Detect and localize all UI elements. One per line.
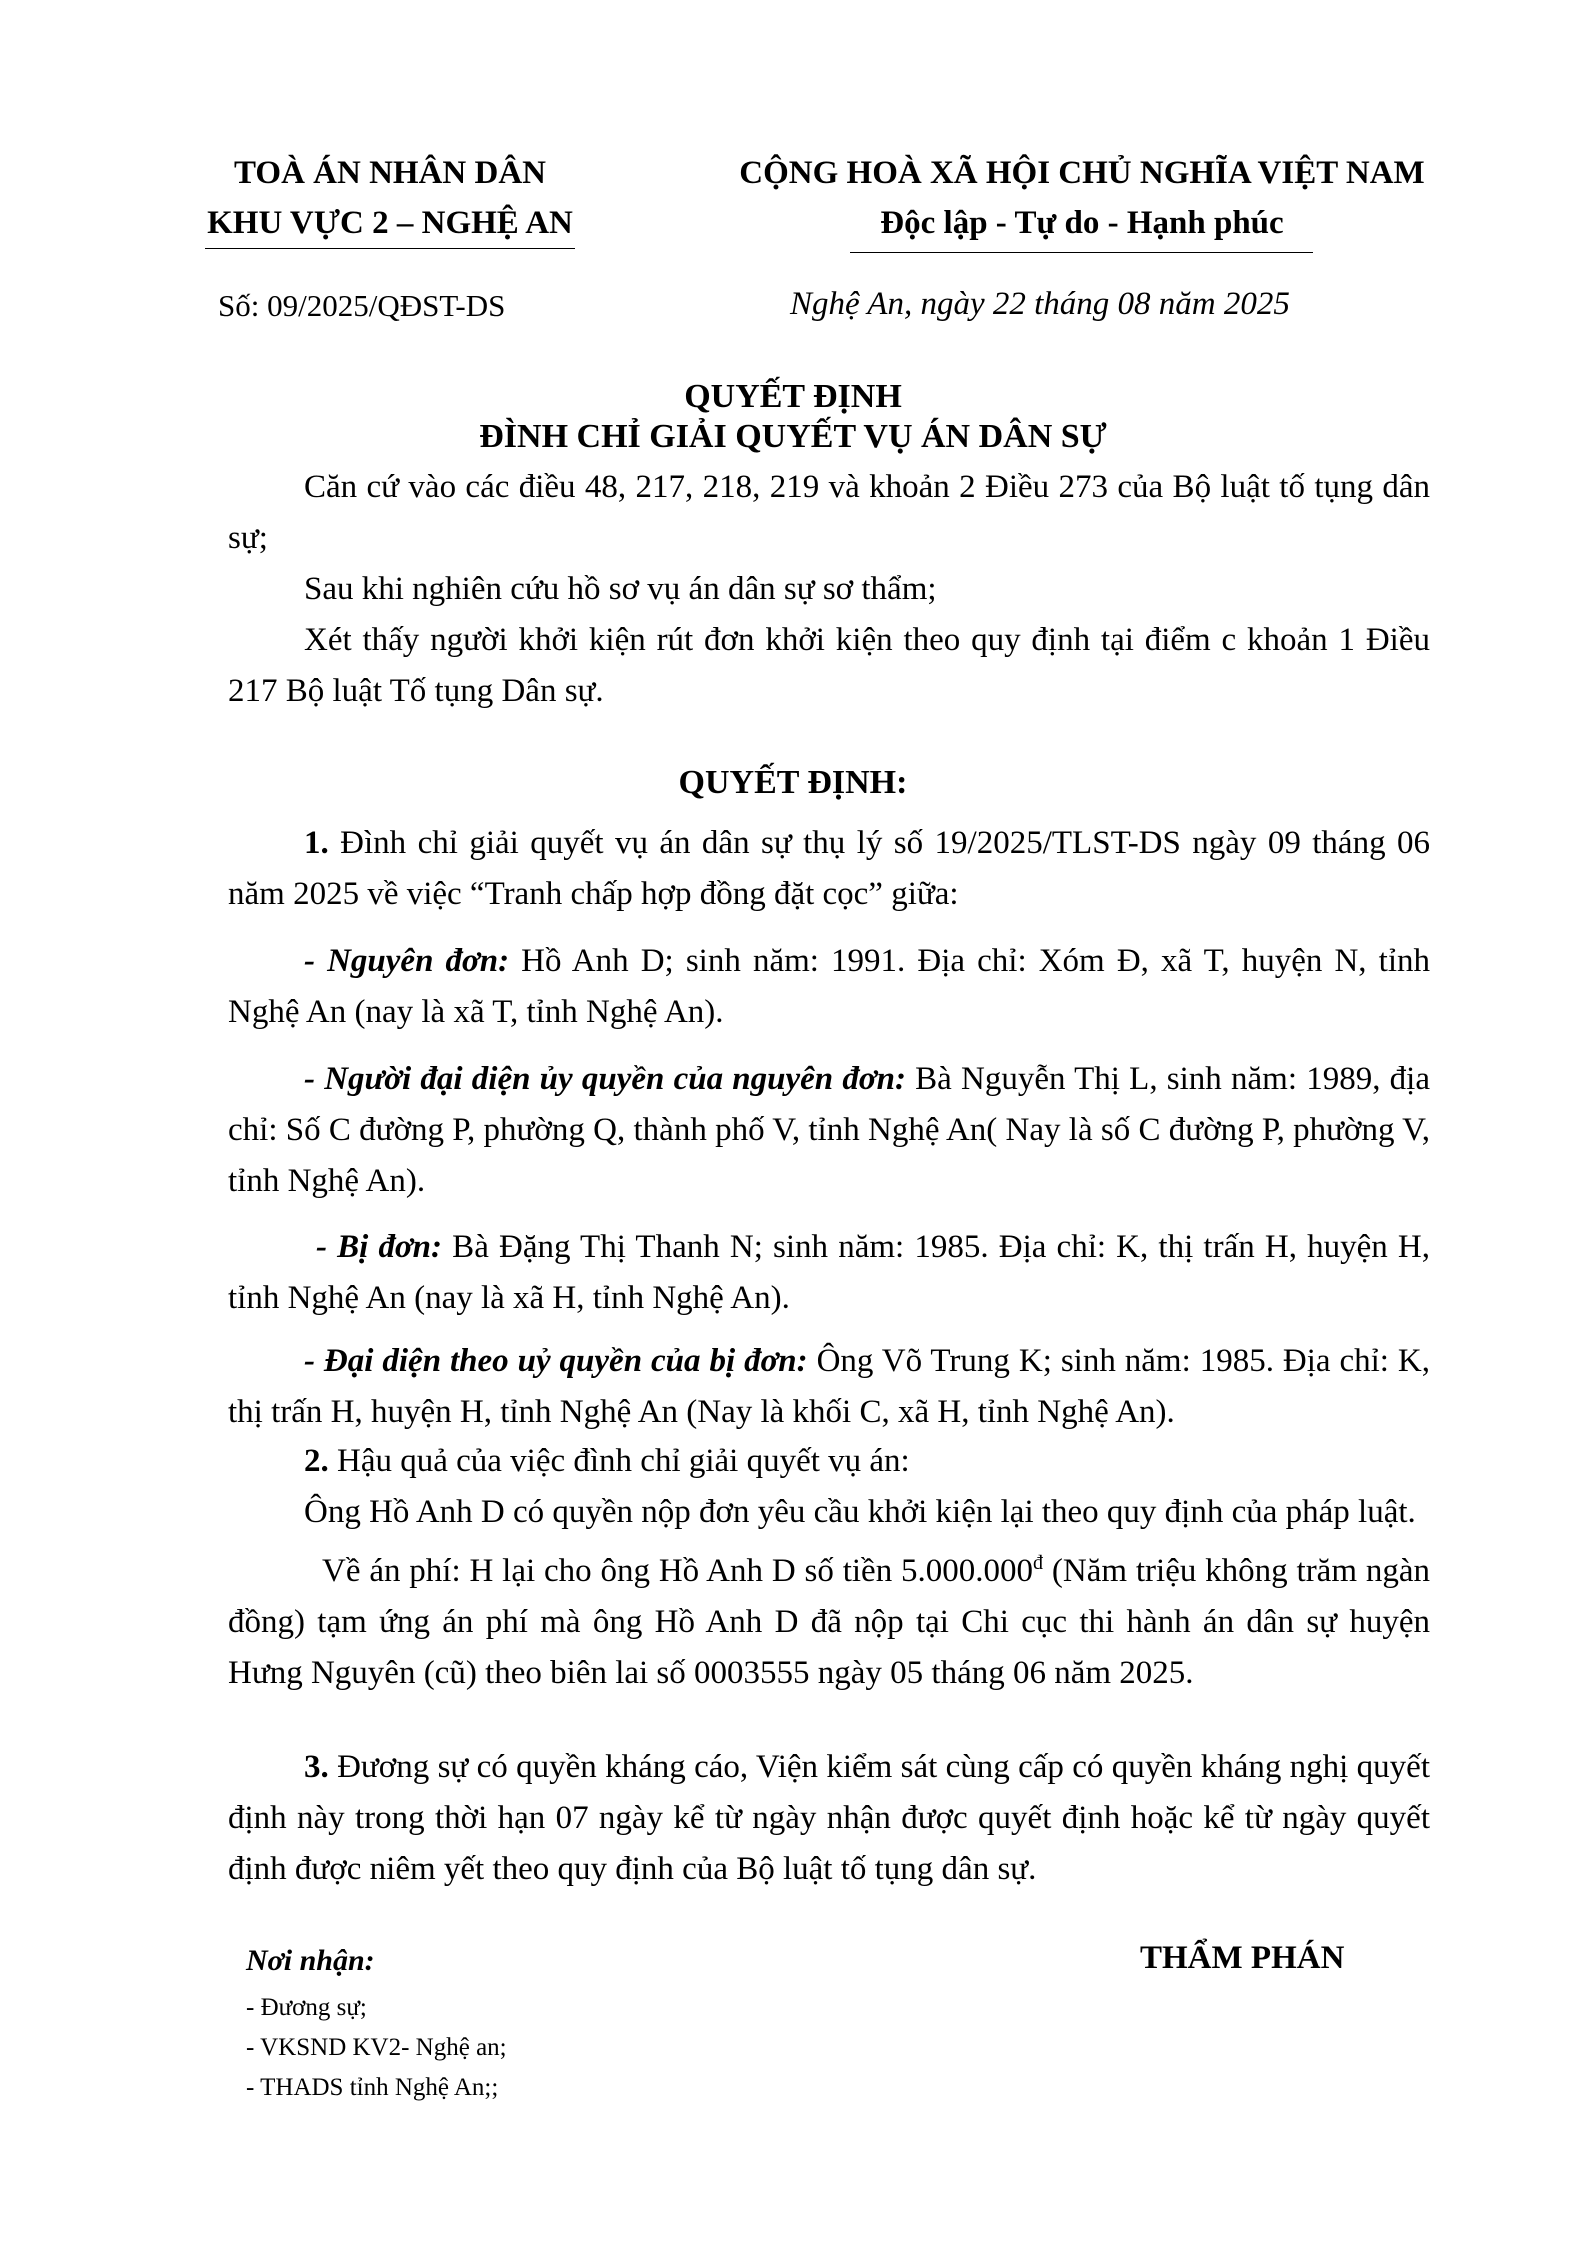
party-label: - Đại diện theo uỷ quyền của bị đơn: <box>304 1343 808 1379</box>
national-header-rule <box>850 252 1313 253</box>
document-subtitle: ĐÌNH CHỈ GIẢI QUYẾT VỤ ÁN DÂN SỰ <box>479 418 1107 455</box>
party-details: Ông Võ Trung K; sinh năm: 1985. Địa chỉ: K, thị trấn H, huyện H, tỉnh Nghệ An (Nay là khối C, xã H, tỉnh Nghệ An). <box>228 1343 1431 1430</box>
party-defendant <box>228 1222 1430 1324</box>
basis-paragraph-1: Căn cứ vào các điều 48, 217, 218, 219 và khoản 2 Điều 273 của Bộ luật tố tụng dân sự; <box>228 469 1430 556</box>
fee-text-b: (Năm triệu không trăm ngàn đồng) tạm ứng án phí mà ông Hồ Anh D đã nộp tại Chi cục thi hành án dân sự huyện Hưng Nguyên (cũ) theo biên lai số 0003555 ngày 05 tháng 06 năm 2025. <box>228 1553 1430 1691</box>
party-details: Hồ Anh D; sinh năm: 1991. Địa chỉ: Xóm Đ, xã T, huyện N, tỉnh Nghệ An (nay là xã T, tỉnh Nghệ An). <box>228 943 1430 1030</box>
recipients-list <box>246 1988 507 2108</box>
recipient-item: - THADS tỉnh Nghệ An;; <box>246 2074 499 2101</box>
recipients-title: Nơi nhận: <box>246 1944 375 1977</box>
item-2-text: Hậu quả của việc đình chỉ giải quyết vụ án: <box>328 1443 910 1479</box>
court-header-rule <box>205 248 575 249</box>
document-title: QUYẾT ĐỊNH <box>684 378 902 415</box>
item-2-paragraph-2 <box>228 1538 1430 1699</box>
nation-name: CỘNG HOÀ XÃ HỘI CHỦ NGHĨA VIỆT NAM <box>739 155 1425 191</box>
party-details: Bà Đặng Thị Thanh N; sinh năm: 1985. Địa chỉ: K, thị trấn H, huyện H, tỉnh Nghệ An (nay là xã H, tỉnh Nghệ An). <box>228 1229 1430 1316</box>
court-name-line2: KHU VỰC 2 – NGHỆ AN <box>207 205 573 241</box>
item-2-number: 2. <box>304 1443 329 1479</box>
item-3-text: Đương sự có quyền kháng cáo, Viện kiểm sát cùng cấp có quyền kháng nghị quyết định này trong thời hạn 07 ngày kể từ ngày nhận được quyết định hoặc kể từ ngày quyết định được niêm yết theo quy định của Bộ luật tố tụng dân sự. <box>228 1749 1430 1887</box>
court-name-line1: TOÀ ÁN NHÂN DÂN <box>234 155 546 191</box>
recipient-item: - Đương sự; <box>246 1994 367 2021</box>
decision-heading: QUYẾT ĐỊNH: <box>678 764 908 801</box>
party-label: - Bị đơn: <box>316 1229 443 1265</box>
party-plaintiff-representative <box>228 1054 1430 1207</box>
decision-item-1 <box>228 818 1430 920</box>
party-label: - Nguyên đơn: <box>304 943 510 979</box>
basis-paragraph-2: Sau khi nghiên cứu hồ sơ vụ án dân sự sơ thẩm; <box>304 571 937 607</box>
national-header <box>712 148 1452 248</box>
party-label: - Người đại diện ủy quyền của nguyên đơn: <box>304 1061 906 1097</box>
document-date: Nghệ An, ngày 22 tháng 08 năm 2025 <box>790 286 1290 322</box>
fee-text-a: Về án phí: H lại cho ông Hồ Anh D số tiền 5.000.000 <box>322 1553 1034 1589</box>
item-1-text: Đình chỉ giải quyết vụ án dân sự thụ lý số 19/2025/TLST-DS ngày 09 tháng 06 năm 2025 về việc “Tranh chấp hợp đồng đặt cọc” giữa: <box>228 825 1430 912</box>
party-defendant-representative <box>228 1336 1430 1438</box>
court-header <box>190 148 590 248</box>
decision-item-3 <box>228 1742 1430 1895</box>
party-details: Bà Nguyễn Thị L, sinh năm: 1989, địa chỉ: Số C đường P, phường Q, thành phố V, tỉnh Nghệ An( Nay là số C đường P, phường V, tỉnh Nghệ An). <box>228 1061 1430 1199</box>
item-3-number: 3. <box>304 1749 329 1785</box>
signature-title: THẨM PHÁN <box>1140 1940 1345 1976</box>
basis-paragraph-3: Xét thấy người khởi kiện rút đơn khởi kiện theo quy định tại điểm c khoản 1 Điều 217 Bộ luật Tố tụng Dân sự. <box>228 622 1430 709</box>
nation-motto: Độc lập - Tự do - Hạnh phúc <box>880 205 1284 241</box>
currency-mark: đ <box>1033 1552 1044 1574</box>
recipient-item: - VKSND KV2- Nghệ an; <box>246 2034 507 2061</box>
item-2-paragraph-1: Ông Hồ Anh D có quyền nộp đơn yêu cầu khởi kiện lại theo quy định của pháp luật. <box>304 1494 1416 1530</box>
party-plaintiff <box>228 936 1430 1038</box>
item-1-number: 1. <box>304 825 329 861</box>
document-number: Số: 09/2025/QĐST-DS <box>218 288 506 323</box>
legal-basis <box>228 462 1430 717</box>
decision-item-2 <box>228 1436 1430 1699</box>
